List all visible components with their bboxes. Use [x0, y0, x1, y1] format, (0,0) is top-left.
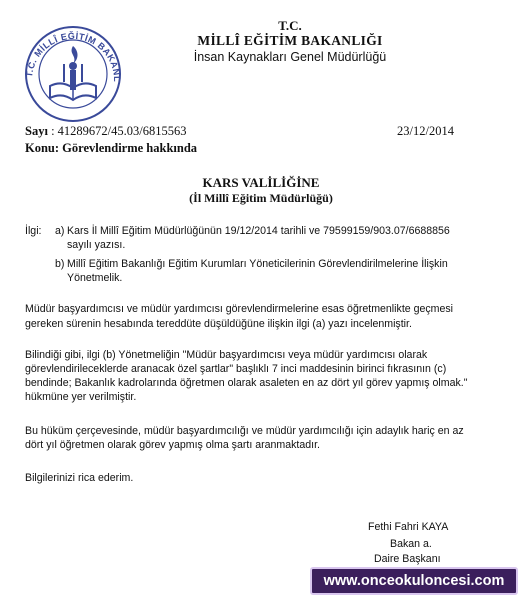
paragraph-2-line2: görevlendirileceklerde aranacak özel şartlar" başlıklı 7 inci maddesinin birinci fıkrasının (c): [25, 363, 447, 375]
sayi-label: Sayı: [25, 124, 48, 138]
ilgi-b-line2: Yönetmelik.: [67, 272, 123, 284]
signatory-title1: Bakan a.: [390, 538, 432, 550]
signatory-title2: Daire Başkanı: [374, 553, 441, 565]
sayi-value: : 41289672/45.03/6815563: [51, 124, 187, 138]
paragraph-3-line1: Bu hüküm çerçevesinde, müdür başyardımcılığı ve müdür yardımcılığı için adaylık hariç en az: [25, 425, 464, 437]
logo-arc-text: T.C. MİLLÎ EĞİTİM BAKANL: [24, 30, 123, 83]
addressee-line2: (İl Millî Eğitim Müdürlüğü): [189, 191, 333, 205]
ilgi-a-marker: a): [55, 225, 65, 237]
ilgi-a-line2: sayılı yazısı.: [67, 239, 126, 251]
paragraph-2-line1: Bilindiği gibi, ilgi (b) Yönetmeliğin "Müdür başyardımcısı veya müdür yardımcısı olarak: [25, 349, 428, 361]
sayi-line: [25, 124, 186, 139]
header-department: İnsan Kaynakları Genel Müdürlüğü: [193, 50, 387, 64]
paragraph-1-line2: gereken sürenin hesabında tereddüte düşüldüğüne ilişkin ilgi (a) yazı incelenmiştir.: [25, 318, 412, 330]
ilgi-b-line1: Millî Eğitim Bakanlığı Eğitim Kurumları Yöneticilerinin Görevlendirilmelerine İlişkin: [67, 258, 448, 270]
closing-line: Bilgilerinizi rica ederim.: [25, 472, 134, 484]
addressee-line1: KARS VALİLİĞİNE: [202, 175, 320, 190]
konu-label: Konu:: [25, 141, 60, 155]
header-tc: T.C.: [278, 18, 302, 33]
konu-line: [25, 141, 197, 156]
konu-value: Görevlendirme hakkında: [62, 141, 198, 155]
paragraph-2-line4: hükmüne yer verilmiştir.: [25, 391, 137, 403]
document-date: 23/12/2014: [397, 124, 454, 138]
ilgi-b-marker: b): [55, 258, 65, 270]
ilgi-a-line1: Kars İl Millî Eğitim Müdürlüğünün 19/12/2014 tarihli ve 79599159/903.07/6688856: [67, 225, 450, 237]
torch-book-emblem-icon: [18, 16, 128, 124]
website-watermark: www.onceokuloncesi.com: [310, 567, 518, 595]
header-ministry: MİLLÎ EĞİTİM BAKANLIĞI: [197, 33, 383, 48]
paragraph-3-line2: dört yıl öğretmen olarak görev yapmış olma şartı aranmaktadır.: [25, 439, 320, 451]
signatory-name: Fethi Fahri KAYA: [368, 521, 449, 533]
paragraph-2-line3: bendinde; Bakanlık kadrolarında öğretmen olarak asaleten en az dört yıl görev yapmış olmak.": [25, 377, 468, 389]
ilgi-label: İlgi:: [25, 225, 42, 237]
ministry-logo: [18, 16, 128, 124]
paragraph-1-line1: Müdür başyardımcısı ve müdür yardımcısı görevlendirmelerine esas öğretmenlikte geçmesi: [25, 303, 454, 315]
